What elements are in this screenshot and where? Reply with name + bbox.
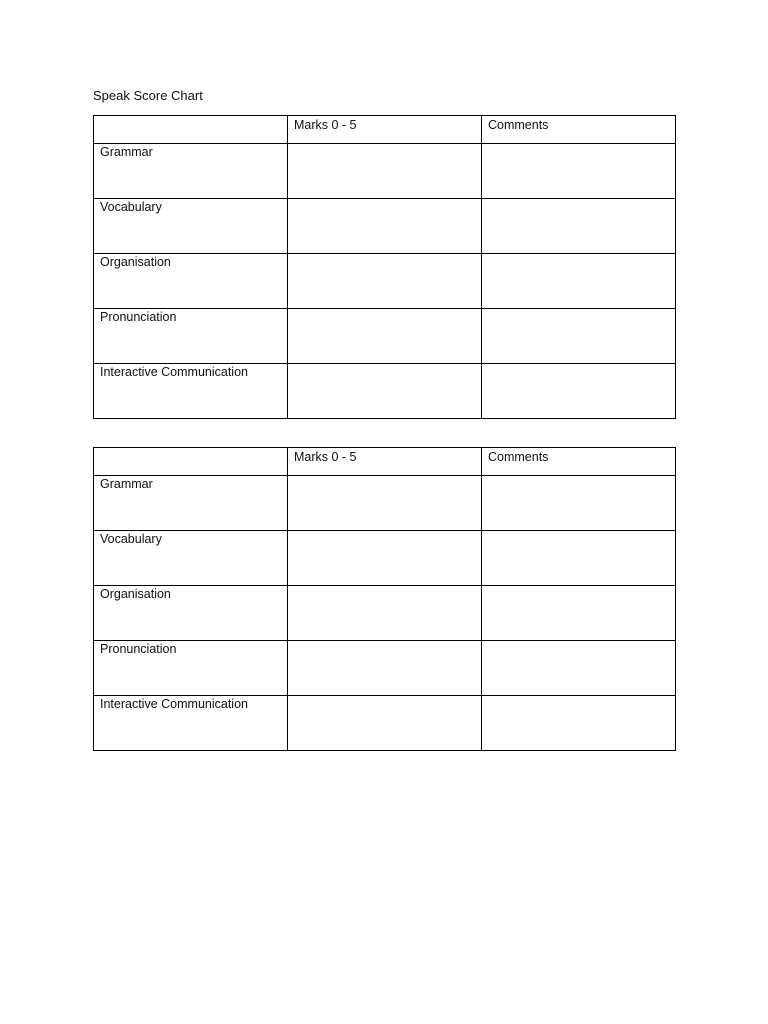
- marks-cell[interactable]: [288, 586, 482, 641]
- table-header-row: [94, 116, 676, 144]
- comments-cell[interactable]: [482, 364, 676, 419]
- marks-cell[interactable]: [288, 641, 482, 696]
- comments-cell[interactable]: [482, 641, 676, 696]
- criterion-label: Organisation: [94, 586, 288, 641]
- criterion-label: Pronunciation: [94, 641, 288, 696]
- comments-cell[interactable]: [482, 531, 676, 586]
- marks-cell[interactable]: [288, 254, 482, 309]
- criterion-label: Interactive Communication: [94, 696, 288, 751]
- table-row: [94, 144, 676, 199]
- table-header-row: [94, 448, 676, 476]
- score-table-1: [93, 115, 676, 419]
- comments-cell[interactable]: [482, 696, 676, 751]
- table-row: [94, 199, 676, 254]
- table-row: [94, 696, 676, 751]
- criterion-label: Grammar: [94, 476, 288, 531]
- marks-cell[interactable]: [288, 364, 482, 419]
- comments-cell[interactable]: [482, 144, 676, 199]
- table-row: [94, 641, 676, 696]
- marks-cell[interactable]: [288, 476, 482, 531]
- criterion-label: Vocabulary: [94, 531, 288, 586]
- table-row: [94, 364, 676, 419]
- criterion-label: Interactive Communication: [94, 364, 288, 419]
- comments-cell[interactable]: [482, 476, 676, 531]
- marks-cell[interactable]: [288, 531, 482, 586]
- header-criterion: [94, 448, 288, 476]
- header-marks: Marks 0 - 5: [288, 448, 482, 476]
- criterion-label: Vocabulary: [94, 199, 288, 254]
- criterion-label: Organisation: [94, 254, 288, 309]
- header-comments: Comments: [482, 116, 676, 144]
- table-row: [94, 476, 676, 531]
- header-criterion: [94, 116, 288, 144]
- table-row: [94, 254, 676, 309]
- marks-cell[interactable]: [288, 309, 482, 364]
- comments-cell[interactable]: [482, 254, 676, 309]
- marks-cell[interactable]: [288, 144, 482, 199]
- page-title: Speak Score Chart: [93, 88, 203, 103]
- header-marks: Marks 0 - 5: [288, 116, 482, 144]
- header-comments: Comments: [482, 448, 676, 476]
- comments-cell[interactable]: [482, 199, 676, 254]
- marks-cell[interactable]: [288, 199, 482, 254]
- comments-cell[interactable]: [482, 586, 676, 641]
- criterion-label: Pronunciation: [94, 309, 288, 364]
- table-row: [94, 531, 676, 586]
- criterion-label: Grammar: [94, 144, 288, 199]
- marks-cell[interactable]: [288, 696, 482, 751]
- comments-cell[interactable]: [482, 309, 676, 364]
- table-row: [94, 309, 676, 364]
- table-row: [94, 586, 676, 641]
- score-table-2: [93, 447, 676, 751]
